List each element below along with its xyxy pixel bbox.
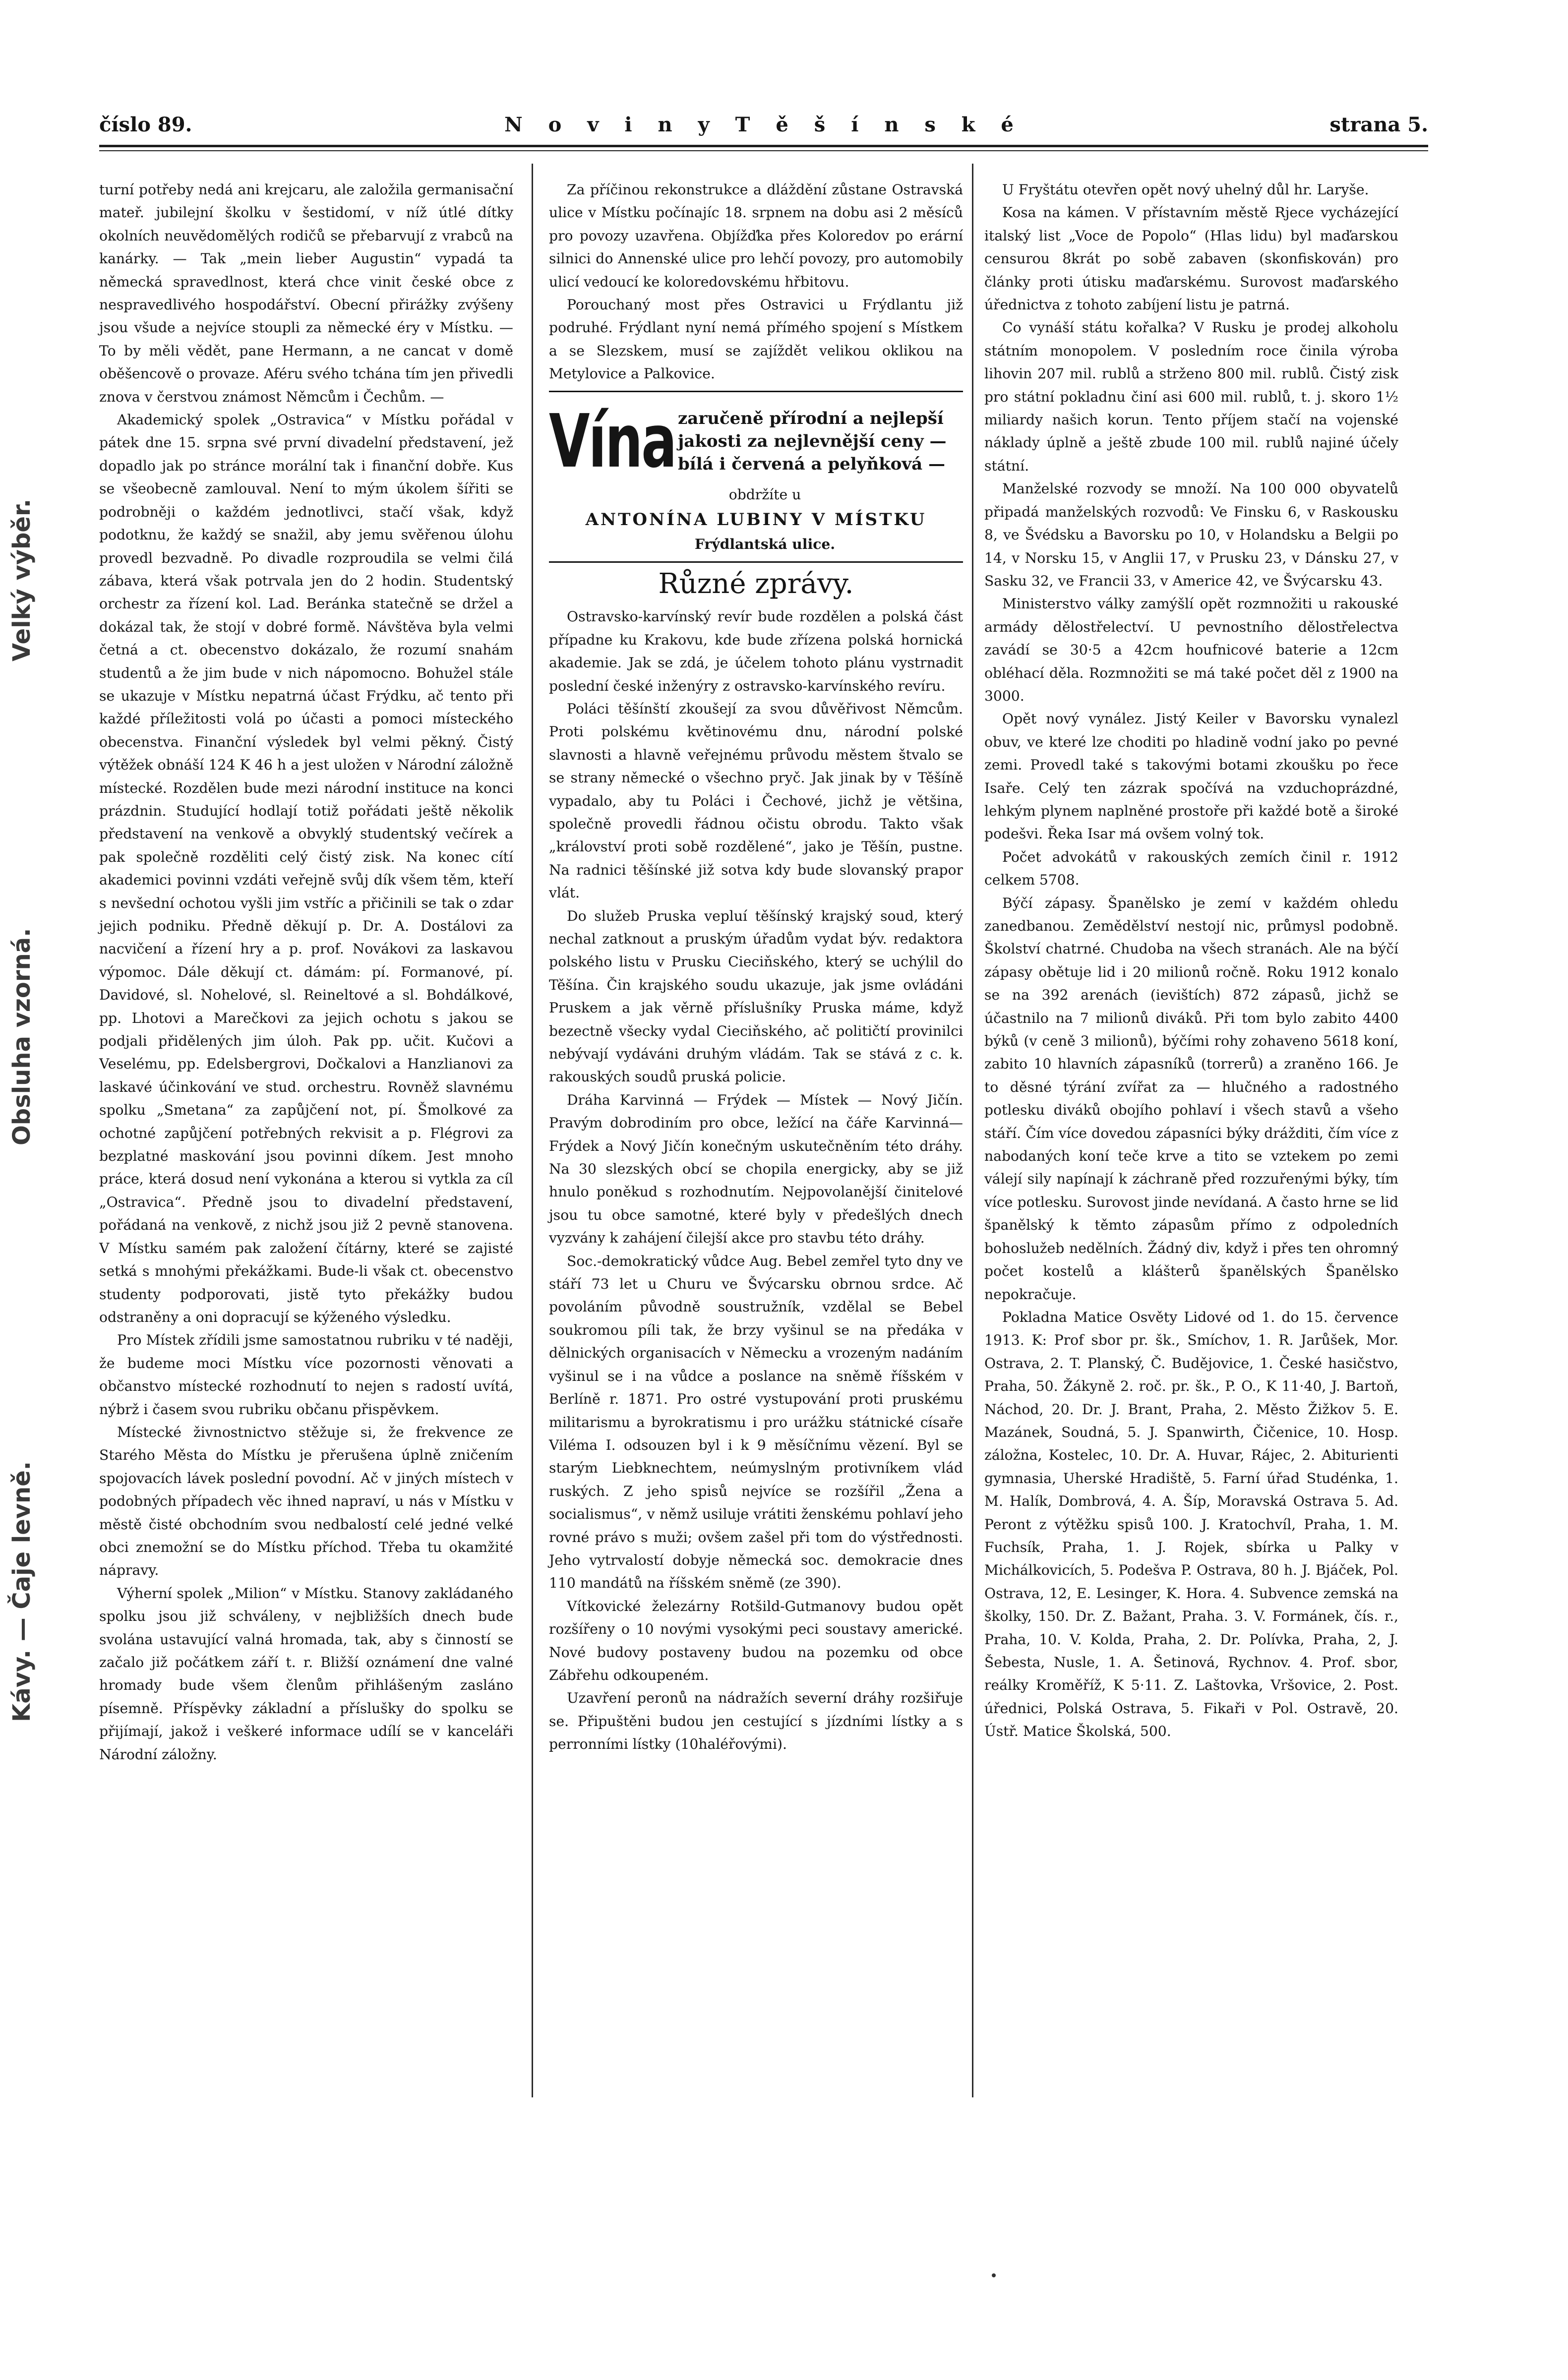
wine-advertisement	[549, 391, 963, 563]
article-war-ministry: Ministerstvo války zamýšlí opět rozmnožiti u rakouské armády dělostřelectví. U pevnostního dělostřelectva zavádí se 30·5 a 42cm houfnicové baterie a 12cm obléhací děla. Rozmnožiti se má také počet děl z 1900 na 3000.	[984, 595, 1398, 704]
ad-obtain: obdržíte u	[728, 486, 801, 503]
article-bullfights: Býčí zápasy. Španělsko je zemí v každém ohledu zanedbanou. Zemědělství nestojí nic, průmysl podobně. Školství chatrné. Chudoba na všech stranách. Ale na býčí zápasy obětuje lid i 20 milionů ročně. Roku 1912 konalo se na 392 arenách (ievištích) 872 zápasů, jichž se účastnilo na 7 milionů diváků. Při tom bylo zabito 4400 býků (v ceně 3 milionů), býčími rohy zohaveno 5618 koní, zabito 10 hlavních zápasníků (torrerů) a zraněno 166. Je to děsné týrání zvířat za — hlučného a radostného potlesku diváků obojího pohlaví i všech stavů a všeho stáří. Čím více dovedou zápasníci býky drážditi, čím více z nabodaných koní teče krve a tito se vztekem po zemi válejí sily napínají k záchraně před rozzuřenými býky, tím více potlesku. Surovost jinde nevídaná. A často hrne se lid španělský k těmto zápasům přímo z odpoledních bohoslužeb nedělních. Žádný div, když i přes ten ohromný počet kostelů a klášterů španělských Španělsko nepokračuje.	[984, 894, 1398, 1303]
newspaper-title: N o v i n y T ě š í n s k é	[504, 113, 1023, 136]
ad-merchant: ANTONÍNA LUBINY V MÍSTKU	[585, 510, 927, 530]
header-rule-thick	[99, 145, 1428, 147]
article-vodka: Co vynáší státu kořalka? V Rusku je prodej alkoholu státním monopolem. V posledním roce činila výroba lihovin 207 mil. rublů a strženo 800 mil. rublů. Čistý zisk pro státní pokladnu činí asi 600 mil. rublů, t. j. skoro 1½ miliardy našich korun. Tento příjem stačí na vojenské náklady úplně a ještě zbude 100 mil. rublů najiné účely státní.	[984, 319, 1398, 474]
article-frystat-mine: U Fryštátu otevřen opět nový uhelný důl hr. Laryše.	[1002, 181, 1369, 198]
side-label-service: Obsluha vzorná.	[8, 928, 36, 1145]
section-title-news: Různé zprávy.	[658, 567, 854, 600]
article-platforms: Uzavření peronů na nádražích severní dráhy rozšiřuje se. Připuštěni budou jen cestující s jízdními lístky a s perronními lístky (10haléřovými).	[549, 1690, 963, 1753]
article-invention: Opět nový vynález. Jistý Keiler v Bavorsku vynalezl obuv, ve které lze choditi po hladině vodní jako po pevné zemi. Provedl také s takovými botami zkoušku po řece Isaře. Celý ten zázrak spočívá na vzduchoprázdné, lehkým plynem naplněné prostoře při každé botě a široké podešvi. Řeka Isar má ovšem volný tok.	[984, 711, 1398, 842]
column-divider-2	[972, 164, 973, 2097]
page-header	[99, 113, 1428, 143]
issue-number: číslo 89.	[99, 113, 192, 136]
column-3	[984, 178, 1398, 1743]
article-matice-fund: Pokladna Matice Osvěty Lidové od 1. do 15. července 1913. K: Prof sbor pr. šk., Smíchov, 1. R. Jarůšek, Mor. Ostrava, 2. T. Planský, Č. Budějovice, 1. České hasičstvo, Praha, 50. Žákyně 2. roč. pr. šk., P. O., K 11·40, J. Bartoň, Náchod, 20. Dr. J. Brant, Praha, 2. Město Žižkov 5. E. Mazánek, Soudná, 5. J. Spanwirth, Čičenice, 10. Hosp. záložna, Kostelec, 10. Dr. A. Huvar, Rájec, 2. Abiturienti gymnasia, Uherské Hradiště, 5. Farní úřad Studénka, 1. M. Halík, Dombrová, 4. A. Šíp, Moravská Ostrava 5. Ad. Peront z výtěžku spisů 100. J. Kratochvíl, Praha, 1. M. Fuchsík, Praha, 1. J. Rojek, sbírka u Palky v Michálkovicích, 5. Podešva P. Ostrava, 80 h. J. Bjáček, Pol. Ostrava, 12, E. Lesinger, K. Hora. 4. Subvence zemská na školky, 150. Dr. Z. Bažant, Praha. 3. V. Formánek, čís. r., Praha, 10. V. Kolda, Praha, 2. Dr. Polívka, Praha, 2, J. Šebesta, Nusle, 1. A. Šetinová, Rychnov. 4. Prof. sbor, reálky Kroměříž, K 5·11. Z. Laštovka, Vršovice, 2. Post. úřednici, Polská Ostrava, 5. Fikaři v Pol. Ostravě, 20. Ústř. Matice Školská, 500.	[984, 1309, 1398, 1740]
article-milion-society: Výherní spolek „Milion“ v Místku. Stanovy zakládaného spolku jsou již schváleny, v nejbližších dnech bude svolána ustavující valná hromada, tak, aby s činností se začalo již počátkem září t. r. Bližší oznámení dne valné hromady bude všem členům přihlášeným zasláno písemně. Příspěvky základní a příslušky do spolku se přijímají, jakož i veškeré informace udílí se v kanceláři Národní záložny.	[99, 1585, 513, 1763]
article-lawyers: Počet advokátů v rakouských zemích činil r. 1912 celkem 5708.	[984, 848, 1398, 889]
column-2	[549, 178, 963, 1756]
article-ostravica-theatre: Akademický spolek „Ostravica“ v Místku pořádal v pátek dne 15. srpna své první divadelní představení, jež dopadlo jak po stránce morální tak i finanční dobře. Kus se všeobecně zamlouval. Není to mým úkolem šířiti se podrobněji o každém jednotlivci, stačí však, když podotknu, že každý se snažil, aby jemu svěřenou úlohu provedl bezvadně. Po divadle rozproudila se velmi čilá zábava, která však potrvala jen do 2 hodin. Studentský orchestr za řízení kol. Lad. Beránka statečně se držel a dokázal tak, že stojí v dobré formě. Návštěva byla velmi četná a ct. obecenstvo dokázalo, že rozumí snahám studentů a že jim bude v nich nápomocno. Bohužel stále se ukazuje v Místku nepatrná účast Frýdku, ač tento při každé příležitosti volá po účasti a pomoci místeckého obecenstva. Finanční výsledek byl velmi pěkný. Čistý výtěžek obnáší 124 K 46 h a jest uložen v Národní záložně místecké. Rozdělen bude mezi národní instituce na konci prázdnin. Studující hodlají totiž pořádati ještě několik představení na venkově a obvyklý studentský večírek a pak společně rozděliti celý čistý zisk. Na konec cítí akademici povinni vzdáti veřejně svůj dík všem těm, kteří s nevšední ochotou vyšli jim vstříc a přičinili se tak o zdar jejich podniku. Předně děkují p. Dr. A. Dostálovi za nacvičení a řízení hry a p. prof. Novákovi za laskavou výpomoc. Dále děkují ct. dámám: pí. Formanové, pí. Davidové, sl. Nohelové, sl. Reineltové a sl. Bohdálkové, pp. Lhotovi a Marečkovi za jejich ochotu s jakou se podjali přidělených jim úloh. Pak pp. učit. Kučovi a Veselému, pp. Edelsbergrovi, Dočkalovi a Hanzlianovi za laskavé účinkování ve stud. orchestru. Rovněž slavnému spolku „Smetana“ za zapůjčení not, pí. Šmolkové za ochotné zapůjčení potřebných rekvisit a p. Flégrovi za bezplatné maskování jsou povinni díkem. Jest mnoho práce, která dosud není vykonána a kterou si vytkla za cíl „Ostravica“. Předně jsou to divadelní představení, pořádaná na venkově, z nichž jsou již 2 pevně stanovena. V Místku samém pak založení čítárny, které se zajisté setká s mnohými překážkami. Bude-li však ct. obecenstvo studenty podporovati, jistě tyto překážky budou odstraněny a oni dopracují se kýženého výsledku.	[99, 412, 513, 1325]
ad-description: zaručeně přírodní a nejlepší jakosti za nejlevnější ceny — bílá i červená a pelyňková —	[678, 408, 947, 474]
side-label-coffee-tea: Kávy. — Čaje levně.	[8, 1461, 36, 1723]
article-bridge: Porouchaný most přes Ostravici u Frýdlantu již podruhé. Frýdlant nyní nemá přímého spojení s Místkem a se Slezskem, musí se zajíždět velikou oklikou na Metylovice a Palkovice.	[549, 297, 963, 382]
article-divorces: Manželské rozvody se množí. Na 100 000 obyvatelů připadá manželských rozvodů: Ve Finsku 6, v Raskousku 8, ve Švédsku a Bavorsku po 10, v Holandsku a Belgii po 14, v Norsku 15, v Anglii 17, v Prusku 23, v Dánsku 27, v Sasku 32, ve Francii 33, v Americe 42, ve Švýcarsku 43.	[984, 480, 1398, 589]
article-bebel: Soc.-demokratický vůdce Aug. Bebel zemřel tyto dny ve stáří 73 let u Churu ve Švýcarsku obrnou srdce. Ač povoláním původně soustružník, vzdělal se Bebel soukromou píli tak, že brzy vyšinul se na předáka v dělnických organisacích v Německu a vrozeným nadáním vyšinul se i na vůdce a poslance na sněmě říšském v Berlíně r. 1871. Pro ostré vystupování proti pruskému militarismu a byrokratismu i pro urážku státnické císaře Viléma I. odsouzen byl i k 9 měsíčnímu vězení. Byl se starým Liebknechtem, neúmyslným protivníkem vlád ruských. Z jeho spisů nejvíce se rozšířil „Žena a socialismus“, v němž usiluje vrátiti ženskému pohlaví jeho rovné právo s muži; ovšem zašel při tom do výstřednosti. Jeho vytrvalostí dobyje německá soc. demokracie dnes 110 mandátů na říšském sněmě (ze 390).	[549, 1252, 963, 1592]
article-mistek-rubric: Pro Místek zřídili jsme samostatnou rubriku v té naději, že budeme moci Místku více pozornosti věnovati a občanstvo místecké rozhodnutí to nejen s radostí uvítá, nýbrž i časem svou rubriku občanu přispěvkem.	[99, 1332, 513, 1418]
article-censorship: Kosa na kámen. V přístavním městě Rjece vycházející italský list „Voce de Popolo“ (Hlas lidu) byl maďarskou censurou 8krát po sobě zabaven (skonfiskován) pro články proti útisku maďarskému. Surovost maďarského úřednictva z tohoto zabíjení listu je patrná.	[984, 204, 1398, 313]
column-1	[99, 178, 513, 1766]
header-rule-thin	[99, 150, 1428, 151]
column-divider-1	[532, 164, 533, 2097]
page-number: strana 5.	[1329, 113, 1428, 136]
article-road-closure: Za příčinou rekonstrukce a dláždění zůstane Ostravská ulice v Místku počínajíc 18. srpnem na dobu asi 2 měsíců pro povozy uzavřena. Objížďka přes Koloredov po erární silnici do Annenské ulice pro lehčí povozy, pro automobily ulicí vedoucí ke koloredovskému hřbitovu.	[549, 181, 963, 290]
article-railway: Dráha Karvinná — Frýdek — Místek — Nový Jičín. Pravým dobrodiním pro obce, ležící na čáře Karvinná—Frýdek a Nový Jičín konečným uskutečněním této dráhy. Na 30 slezských obcí se chopila energicky, aby se již hnulo poněkud s rozhodnutím. Nejpovolanější činitelové jsou tu obce samotné, které byly v předešlých dnech vyzvány k zahájení čilejší akce pro stavbu této dráhy.	[549, 1091, 963, 1247]
ad-street: Frýdlantská ulice.	[694, 536, 836, 553]
article-mining-district: Ostravsko-karvínský revír bude rozdělen a polská část případne ku Krakovu, kde bude zřízena polská hornická akademie. Jak se zdá, je účelem tohoto plánu vystrnadit poslední české inženýry z ostravsko-karvínského revíru.	[549, 608, 963, 694]
article-tradesmen-complaint: Místecké živnostnictvo stěžuje si, že frekvence ze Starého Města do Místku je přerušena úplně zničením spojovacích lávek poslední povodní. Ač v jiných místech v podobných případech věc ihned napraví, u nás v Místku v městě čisté obchodním svou nedbalostí celé jedné velké obci znemožní se do Místku příchod. Třeba tu okamžité nápravy.	[99, 1424, 513, 1579]
side-label-selection: Velký výběr.	[8, 499, 36, 662]
print-speck	[992, 2273, 996, 2277]
article-germanisation: turní potřeby nedá ani krejcaru, ale založila germanisační mateř. jubilejní školku v šestidomí, v níž útlé dítky okolních neuvědomělých rodičů se přebarvují z vrabců na kanárky. — Tak „mein lieber Augustin“ vypadá ta německá spravedlnost, která chce vinit české obce z nespravedlivého hospodářství. Obecní přirážky zvýšeny jsou všude a nejvíce stoupli za německé éry v Místku. — To by měli vědět, pane Hermann, a ne cancat v domě oběšencově o provaze. Aféru svého tchána tím jen přivedli znova v čerstvou známost Němcům i Čechům. —	[99, 181, 513, 405]
ad-headline: Vína	[549, 398, 676, 484]
article-tesin-poles: Poláci těšínští zkoušejí za svou důvěřivost Němcům. Proti polskému květinovému dnu, národní polské slavnosti a hlavně veřejnému průvodu městem štvalo se se strany německé o všechno pryč. Jak jinak by v Těšíně vypadalo, aby tu Poláci i Čechové, jichž je většina, společně provedli řádnou očistu obrodu. Takto však „království proti sobě rozdělené“, jako je Těšín, pustne. Na radnici těšínské již sotva kdy bude slovanský prapor vlát.	[549, 700, 963, 901]
article-vitkovice: Vítkovické železárny Rotšild-Gutmanovy budou opět rozšířeny o 10 novými vysokými peci soustavy americké. Nové budovy postaveny budou na pozemku od obce Zábřehu odkoupeném.	[549, 1598, 963, 1683]
article-prussia-service: Do služeb Pruska vepluí těšínský krajský soud, který nechal zatknout a pruským úřadům vydat býv. redaktora polského listu v Prusku Cieciňského, který se uchýlil do Těšína. Čin krajského soudu ukazuje, jak jsme ovládáni Pruskem a jak věrně příslušníky Pruska máme, když bezectně všecky vydal Cieciňského, ač političtí provinilci nebývají vydáváni druhým vládám. Tak se stává z c. k. rakouských soudů pruská policie.	[549, 907, 963, 1085]
